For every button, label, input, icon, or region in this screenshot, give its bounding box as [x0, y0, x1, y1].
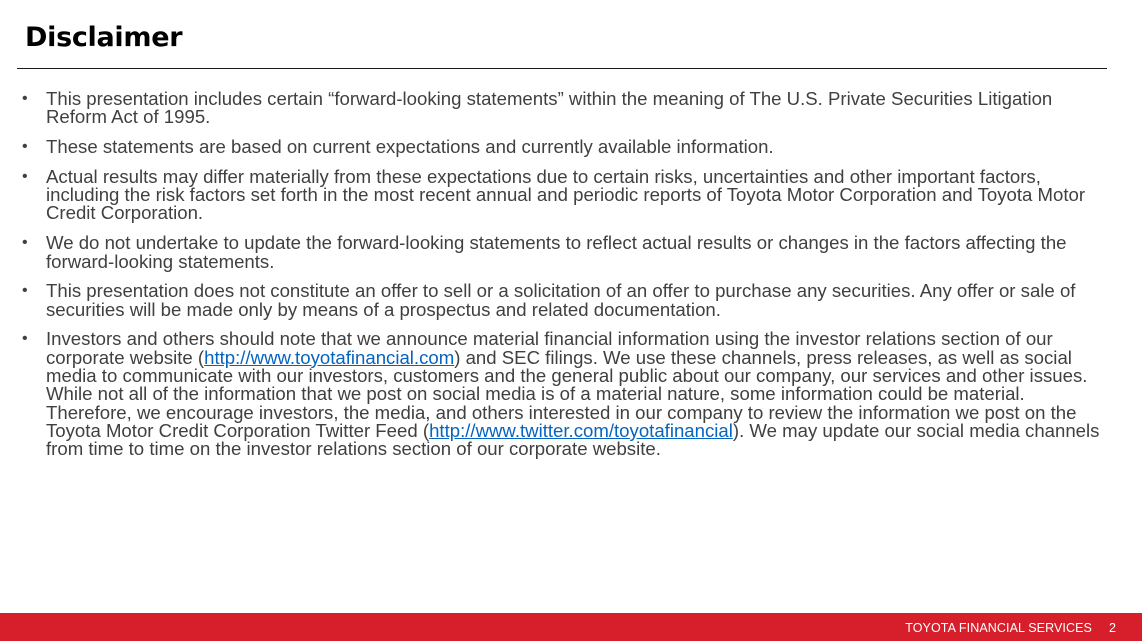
- bullet-item: [22, 330, 1104, 458]
- bullet-text: We do not undertake to update the forward-looking statements to reflect actual results or changes in the factors affecting the forward-looking statements.: [46, 232, 1067, 272]
- bullet-item: [22, 234, 1104, 271]
- bullet-item: [22, 165, 1104, 224]
- bullet-dot-icon: •: [22, 90, 28, 107]
- bullet-text: These statements are based on current expectations and currently available information.: [46, 136, 774, 158]
- title-divider: [17, 68, 1107, 69]
- twitter-feed-link[interactable]: http://www.twitter.com/toyotafinancial: [429, 419, 733, 441]
- bullet-dot-icon: •: [22, 282, 28, 300]
- bullet-text-part: ). We may update our social media channels from time to time on the investor relations section of our corporate website.: [46, 419, 1100, 460]
- bullet-item: [22, 138, 1104, 156]
- bullet-dot-icon: •: [22, 234, 28, 252]
- bullet-text: Actual results may differ materially from these expectations due to certain risks, uncertainties and other important factors, including the risk factors set forth in the most recent annual and periodic reports of Toyota Motor Corporation and Toyota Motor Credit Corporation.: [46, 165, 1086, 224]
- bullet-dot-icon: •: [22, 330, 28, 348]
- bullet-item: [22, 282, 1104, 319]
- bullet-text: This presentation includes certain “forward-looking statements” within the meaning of The U.S. Private Securities Litigation Reform Act of 1995.: [46, 88, 1053, 128]
- bullet-dot-icon: •: [22, 138, 28, 156]
- bullet-text-part: ) and SEC filings. We use these channels, press releases, as well as social media to communicate with our investors, customers and the general public about our company, our services and other issues. While not all of the information that we post on social media is of a material nature, some information could be material. Therefore, we encourage investors, the media, and others interested in our company to review the information we post on the Toyota Motor Credit Corporation Twitter Feed (: [46, 346, 1088, 441]
- footer-bar: [0, 613, 1142, 641]
- corporate-website-link[interactable]: http://www.toyotafinancial.com: [204, 346, 455, 368]
- footer-company-name: TOYOTA FINANCIAL SERVICES: [905, 621, 1092, 635]
- bullet-item: [22, 90, 1104, 127]
- page-number: 2: [1109, 621, 1116, 635]
- bullet-text-part: Investors and others should note that we announce material financial information using the investor relations section of our corporate website (: [46, 328, 1053, 368]
- bullet-dot-icon: •: [22, 167, 28, 185]
- bullet-text: This presentation does not constitute an offer to sell or a solicitation of an offer to purchase any securities. Any offer or sale of securities will be made only by means of a prospectus and related documentation.: [46, 280, 1076, 320]
- bullet-list: [22, 90, 1104, 470]
- slide-title: Disclaimer: [25, 22, 183, 53]
